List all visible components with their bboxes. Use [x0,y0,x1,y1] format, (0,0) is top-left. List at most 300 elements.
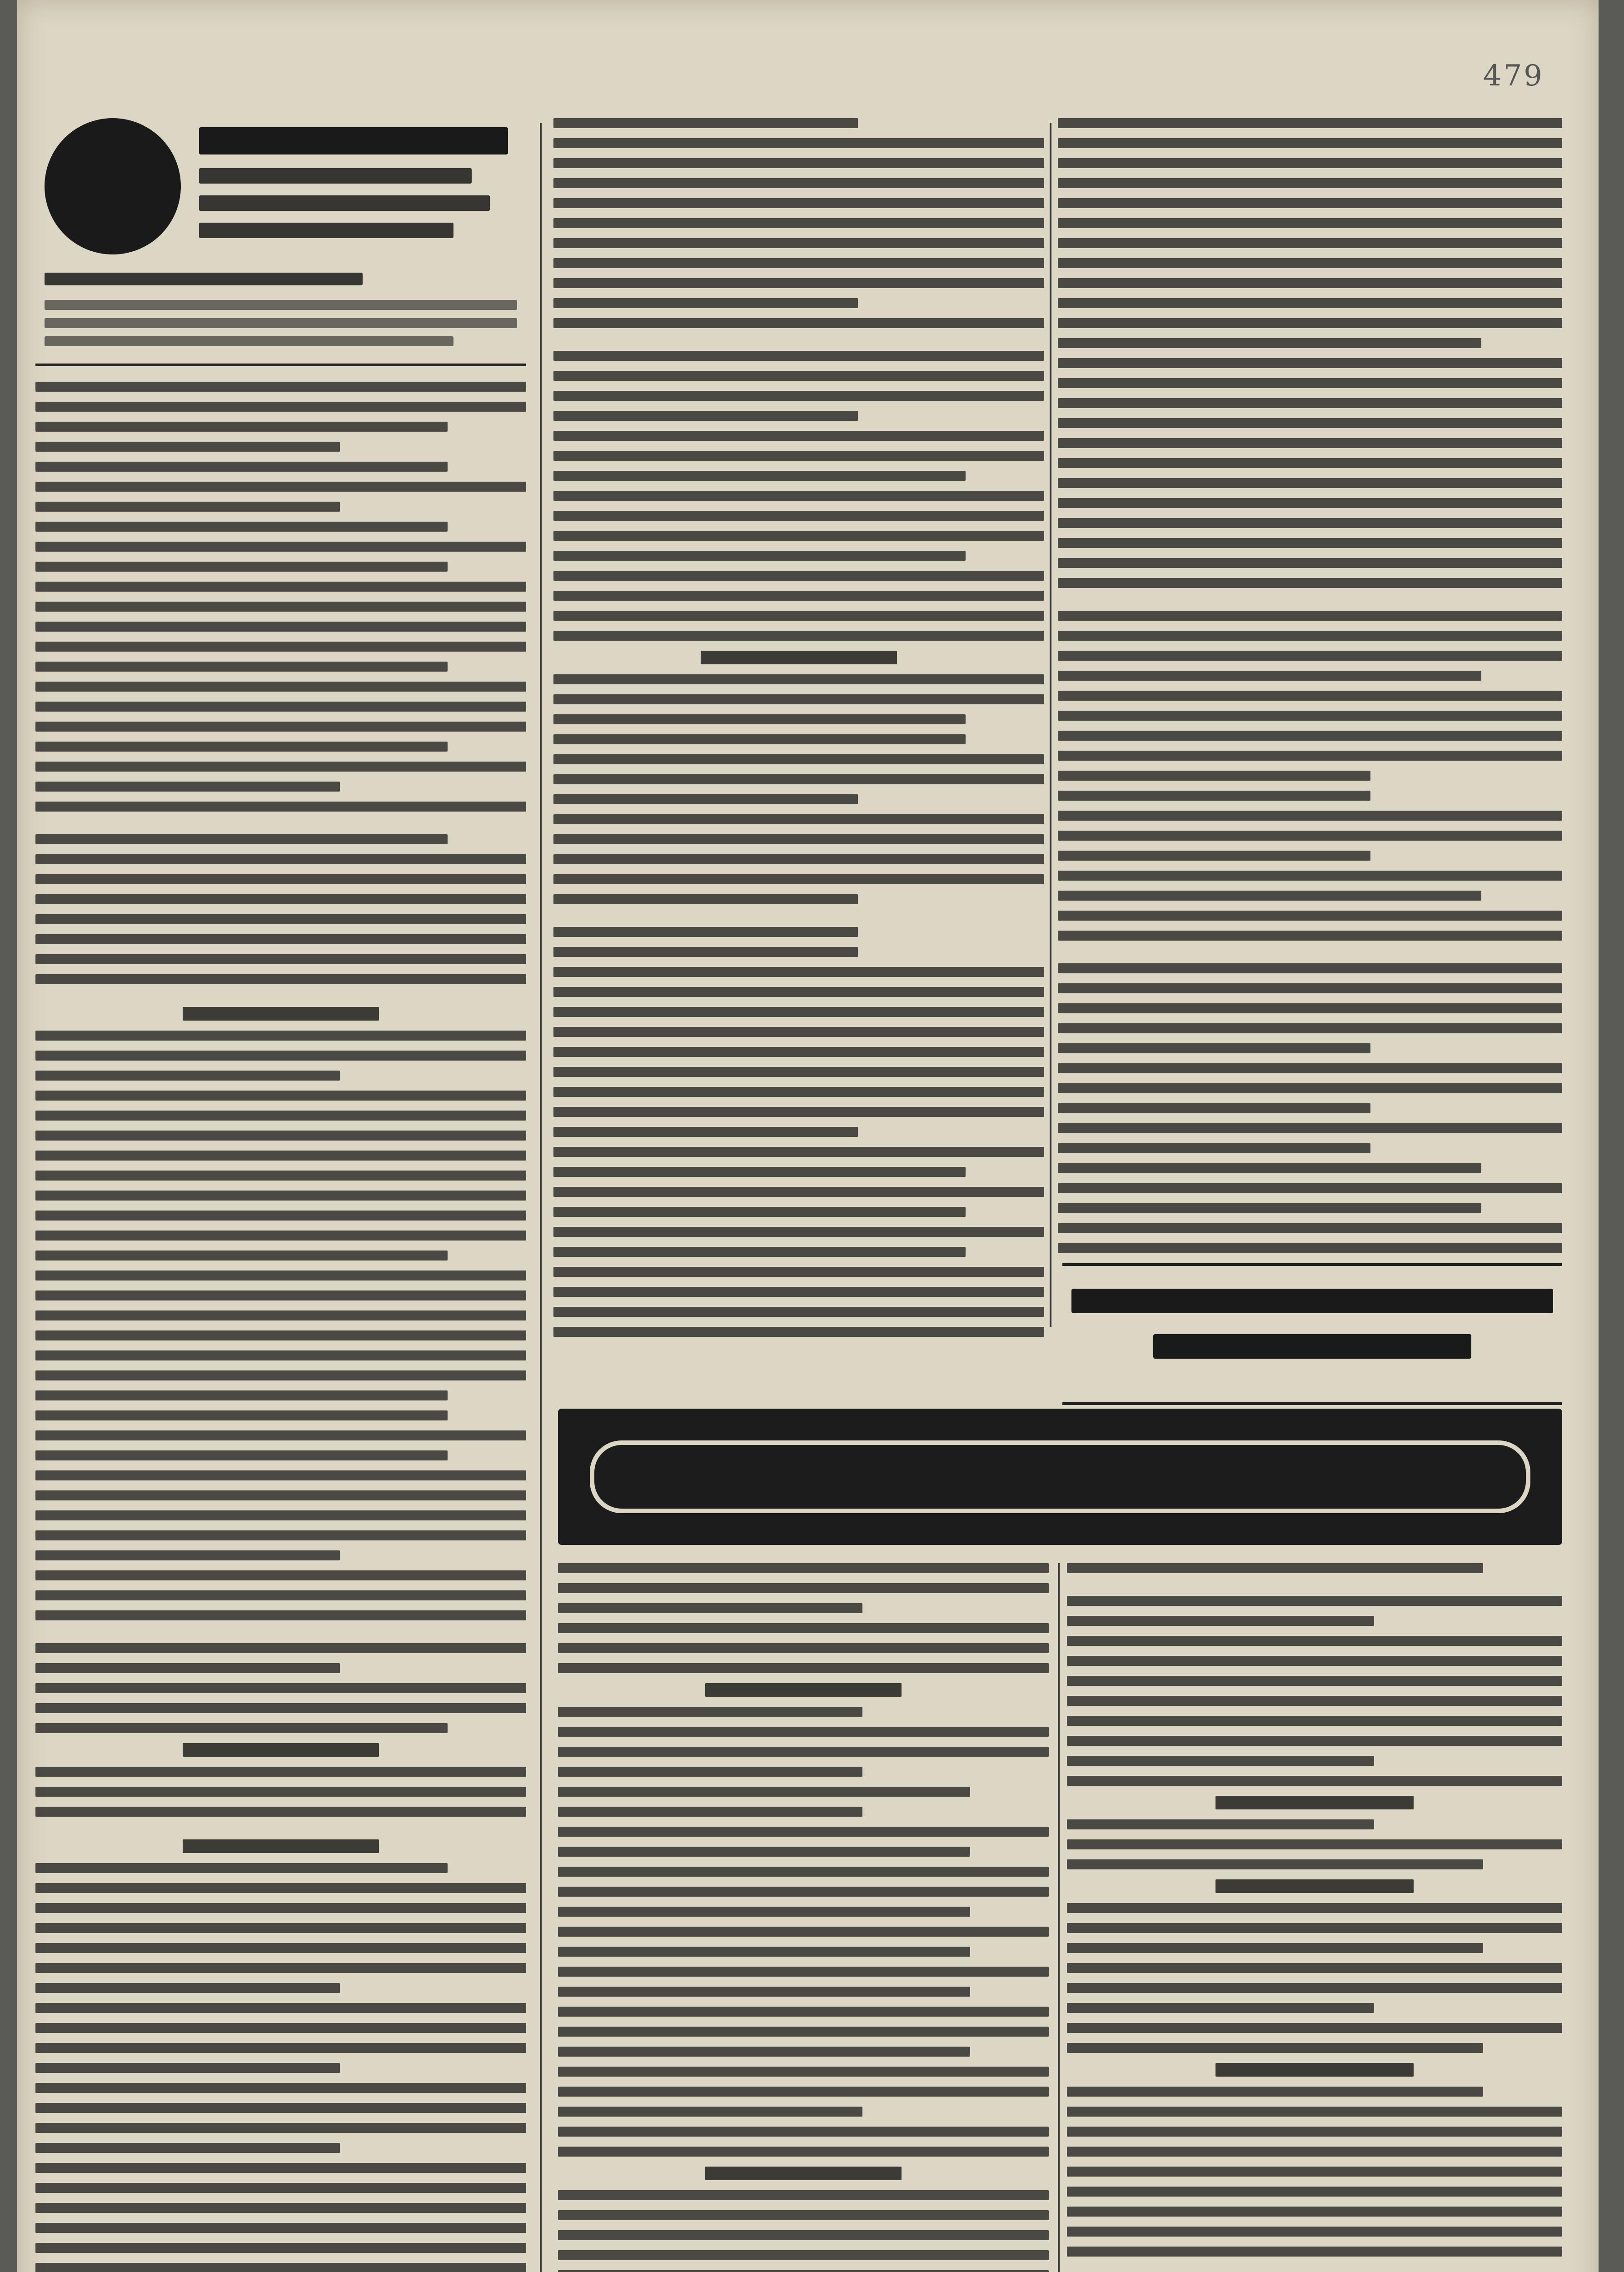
text-line [35,1151,526,1161]
text-line [1067,1839,1562,1849]
text-line [35,1610,526,1620]
text-line [1067,1696,1562,1706]
text-line [558,2250,1049,2260]
text-line [35,2063,340,2073]
text-line [35,2183,526,2193]
text-line [35,1251,448,1261]
text-line [553,1167,966,1177]
text-line [558,2270,1049,2272]
text-line [558,1947,970,1957]
text-line [35,1390,448,1400]
text-line [553,471,966,481]
text-line [35,1903,526,1913]
text-line [553,351,1044,361]
text-line [35,1767,526,1777]
text-line [1058,811,1562,821]
text-line [35,1550,340,1560]
text-line [1067,1676,1562,1686]
text-line [1067,1963,1562,1973]
text-line [553,967,1044,977]
text-line [1058,731,1562,741]
text-line [1067,1716,1562,1726]
text-line [45,336,453,346]
text-line [1067,1636,1562,1646]
text-line [558,1867,1049,1877]
text-line [1058,1083,1562,1093]
newspaper-page [17,0,1599,2272]
text-line [553,591,1044,601]
text-line [553,411,858,421]
text-line [35,1330,526,1340]
paragraph-gap [1067,2267,1562,2272]
text-line [553,1027,1044,1037]
paragraph-gap [35,1827,526,1839]
text-line [1067,2167,1562,2177]
text-line [1058,198,1562,208]
text-line [35,662,448,672]
text-line [553,1147,1044,1157]
text-line [1058,578,1562,588]
section-masthead [35,109,526,366]
text-line [553,1107,1044,1117]
text-line [1067,2207,1562,2217]
text-line [553,218,1044,228]
subheading-block [1216,1796,1414,1809]
subheading-block [1216,1879,1414,1893]
section-subtitle-block [199,168,472,184]
text-line [553,298,858,308]
text-line [558,1887,1049,1897]
text-line [553,774,1044,784]
text-line [553,258,1044,268]
text-line [35,914,526,924]
text-line [553,198,1044,208]
text-line [35,1350,526,1360]
text-line [553,118,858,128]
text-line [1067,1819,1374,1829]
paragraph-gap [1058,598,1562,611]
text-line [1058,751,1562,761]
column-rule [1058,1563,1060,2272]
text-line [553,1067,1044,1077]
text-line [35,2203,526,2213]
text-line [1067,1563,1483,1573]
text-line [1058,611,1562,621]
text-line [35,782,340,792]
text-line [558,2230,1049,2240]
text-line [553,451,1044,461]
text-line [35,1031,526,1041]
text-line [35,894,526,904]
text-line [1058,1103,1370,1113]
paragraph-gap [35,822,526,834]
text-line [1058,671,1481,681]
text-line [35,402,526,412]
text-line [558,1603,862,1613]
text-line [553,1047,1044,1057]
text-line [558,1967,1049,1977]
text-line [553,1227,1044,1237]
text-line [558,1663,1049,1673]
text-line [35,2123,526,2133]
text-line [1067,1923,1562,1933]
text-line [553,1267,1044,1277]
text-line [1058,651,1562,661]
text-line [35,834,448,844]
text-line [35,974,526,984]
text-line [553,1127,858,1137]
text-line [1058,398,1562,408]
text-line [1067,2187,1562,2197]
text-line [553,611,1044,621]
text-line [1058,1143,1370,1153]
text-line [1058,298,1562,308]
text-line [35,934,526,944]
text-line [35,742,448,752]
text-line [558,1583,1049,1593]
text-line [553,631,1044,641]
text-line [558,1807,862,1817]
text-line [35,1883,526,1893]
text-line [35,542,526,552]
paragraph-gap [1067,1583,1562,1596]
text-line [35,1863,448,1873]
text-line [553,714,966,724]
text-line [1058,118,1562,128]
text-line [35,462,448,472]
text-line [35,2243,526,2253]
text-line [1067,1776,1562,1786]
text-line [1058,1223,1562,1233]
text-line [35,2003,526,2013]
text-line [553,874,1044,884]
subheading-block [701,651,897,664]
text-line [558,1787,970,1797]
text-line [558,2210,1049,2220]
text-line [558,1707,862,1717]
text-line [553,834,1044,844]
text-line [1058,711,1562,721]
text-line [35,1091,526,1101]
text-line [1058,983,1562,993]
text-line [35,1570,526,1580]
text-line [558,1827,1049,1837]
text-line [35,722,526,732]
text-line [35,1723,448,1733]
text-line [1067,2107,1562,2117]
text-line [1067,1656,1562,1666]
text-line [35,1370,526,1380]
text-line [1067,1736,1562,1746]
text-line [553,1207,966,1217]
text-line [1058,851,1370,861]
text-line [553,391,1044,401]
text-line [35,1923,526,1933]
paragraph-gap [553,914,1044,927]
text-line [553,278,1044,288]
text-line [558,1987,970,1997]
text-line [553,531,1044,541]
text-line [1058,378,1562,388]
text-line [35,1051,526,1061]
text-line [553,491,1044,501]
text-line [35,442,340,452]
text-line [553,854,1044,864]
text-line [1058,418,1562,428]
text-line [558,1623,1049,1633]
text-line [1058,358,1562,368]
text-line [553,694,1044,704]
text-line [35,954,526,964]
text-line [35,522,448,532]
text-line [558,1747,1049,1757]
text-line [45,318,517,328]
text-line [1058,438,1562,448]
middle-column [553,118,1044,1386]
text-line [35,1470,526,1480]
subheading-block [183,1839,379,1853]
text-line [35,1683,526,1693]
text-line [35,642,526,652]
text-line [553,1307,1044,1317]
text-line [558,2047,970,2057]
text-line [553,734,966,744]
text-line [1067,1859,1483,1869]
text-line [35,422,448,432]
text-line [1067,1943,1483,1953]
text-line [35,802,526,812]
section-subtitle-block [199,195,490,211]
text-line [553,754,1044,764]
text-line [35,2163,526,2173]
text-line [1058,831,1562,841]
text-line [558,2190,1049,2200]
subheading-block [183,1743,379,1757]
regional-news-banner [558,1409,1562,1545]
subheading-block [705,2167,902,2180]
text-line [1058,631,1562,641]
banner-title-block [590,1440,1530,1513]
text-line [1067,2023,1562,2033]
text-line [553,674,1044,684]
text-line [35,562,448,572]
text-line [1058,1163,1481,1173]
text-line [558,2147,1049,2157]
text-line [558,1927,1049,1937]
text-line [35,382,526,392]
text-line [45,300,517,310]
text-line [1067,2003,1374,2013]
text-line [553,1247,966,1257]
text-line [35,622,526,632]
text-line [553,1007,1044,1017]
text-line [1067,1756,1374,1766]
text-line [1058,138,1562,148]
text-line [1067,1903,1562,1913]
right-column [1058,118,1562,1318]
text-line [35,1530,526,1540]
text-line [1058,158,1562,168]
text-line [553,987,1044,997]
text-line [35,854,526,864]
text-line [35,1171,526,1181]
text-line [1058,1063,1562,1073]
column-rule [1050,123,1051,1327]
text-line [1058,1003,1562,1013]
text-line [1058,178,1562,188]
text-line [35,1211,526,1221]
text-line [553,947,858,957]
paragraph-gap [35,1630,526,1643]
text-line [35,1963,526,1973]
text-line [553,794,858,804]
text-line [1058,538,1562,548]
text-line [558,2107,862,2117]
text-line [553,814,1044,824]
text-line [35,1111,526,1121]
lower-middle-column [558,1563,1049,2272]
text-line [35,2023,526,2033]
text-line [35,1787,526,1797]
text-line [35,874,526,884]
text-line [553,318,1044,328]
text-line [35,2083,526,2093]
section-title-block [199,127,508,154]
text-line [35,682,526,692]
text-line [35,1943,526,1953]
text-line [553,158,1044,168]
text-line [35,1290,526,1300]
text-line [35,1231,526,1241]
text-line [1058,338,1481,348]
text-line [1058,258,1562,268]
text-line [1067,2087,1483,2097]
text-line [35,1807,526,1817]
text-line [35,1663,340,1673]
text-line [1058,1123,1562,1133]
text-line [1058,1023,1562,1033]
ad-text-block [1153,1334,1471,1359]
text-line [558,2067,1049,2077]
text-line [1058,498,1562,508]
text-line [35,602,526,612]
text-line [1058,1183,1562,1193]
text-line [1058,1043,1370,1053]
advertisement-box [1062,1263,1562,1405]
text-line [1067,1616,1374,1626]
text-line [1058,278,1562,288]
paragraph-gap [553,338,1044,351]
text-line [553,551,966,561]
text-line [1058,238,1562,248]
text-line [1058,558,1562,568]
text-line [553,511,1044,521]
text-line [1058,911,1562,921]
text-line [1058,771,1370,781]
text-line [553,927,858,937]
text-line [35,2223,526,2233]
paragraph-gap [1058,951,1562,963]
text-line [1058,1243,1562,1253]
text-line [35,582,526,592]
text-line [1058,931,1562,941]
text-line [558,1727,1049,1737]
text-line [1058,1203,1481,1213]
text-line [35,2263,526,2272]
subheading-block [1216,2063,1414,2077]
section-subtitle-block [199,223,453,238]
text-line [1067,1596,1562,1606]
text-line [558,1563,1049,1573]
text-line [553,1187,1044,1197]
text-line [553,1087,1044,1097]
text-line [553,1287,1044,1297]
text-line [1058,963,1562,973]
text-line [1058,318,1562,328]
text-line [35,1490,526,1500]
text-line [553,894,858,904]
lower-right-column [1067,1563,1562,2272]
text-line [35,2103,526,2113]
text-line [558,1907,970,1917]
paragraph-gap [35,994,526,1007]
text-line [558,2027,1049,2037]
text-line [558,2007,1049,2017]
text-line [35,1310,526,1320]
text-line [35,1450,448,1460]
column-heading-block [45,273,363,285]
text-line [1058,791,1370,801]
text-line [35,2143,340,2153]
text-line [35,1643,526,1653]
left-column [35,382,526,2272]
text-line [1067,2147,1562,2157]
text-line [1058,871,1562,881]
text-line [1067,2247,1562,2257]
text-line [558,2087,1049,2097]
text-line [1067,2043,1483,2053]
text-line [35,1590,526,1600]
ad-text-block [1071,1289,1553,1313]
text-line [35,1430,526,1440]
text-line [1058,478,1562,488]
text-line [558,2127,1049,2137]
text-line [35,762,526,772]
text-line [35,1271,526,1280]
text-line [1058,891,1481,901]
subheading-block [705,1683,902,1697]
text-line [35,1191,526,1201]
subheading-block [183,1007,379,1021]
text-line [35,1131,526,1141]
text-line [35,502,340,512]
text-line [1067,2127,1562,2137]
text-line [35,1510,526,1520]
text-line [553,431,1044,441]
text-line [558,1643,1049,1653]
text-line [1058,458,1562,468]
text-line [553,1327,1044,1337]
text-line [558,1767,862,1777]
text-line [35,482,526,492]
text-line [35,702,526,712]
text-line [1058,218,1562,228]
page-number: 479 [1483,59,1544,93]
text-line [553,238,1044,248]
text-line [553,371,1044,381]
text-line [35,1071,340,1081]
text-line [553,571,1044,581]
